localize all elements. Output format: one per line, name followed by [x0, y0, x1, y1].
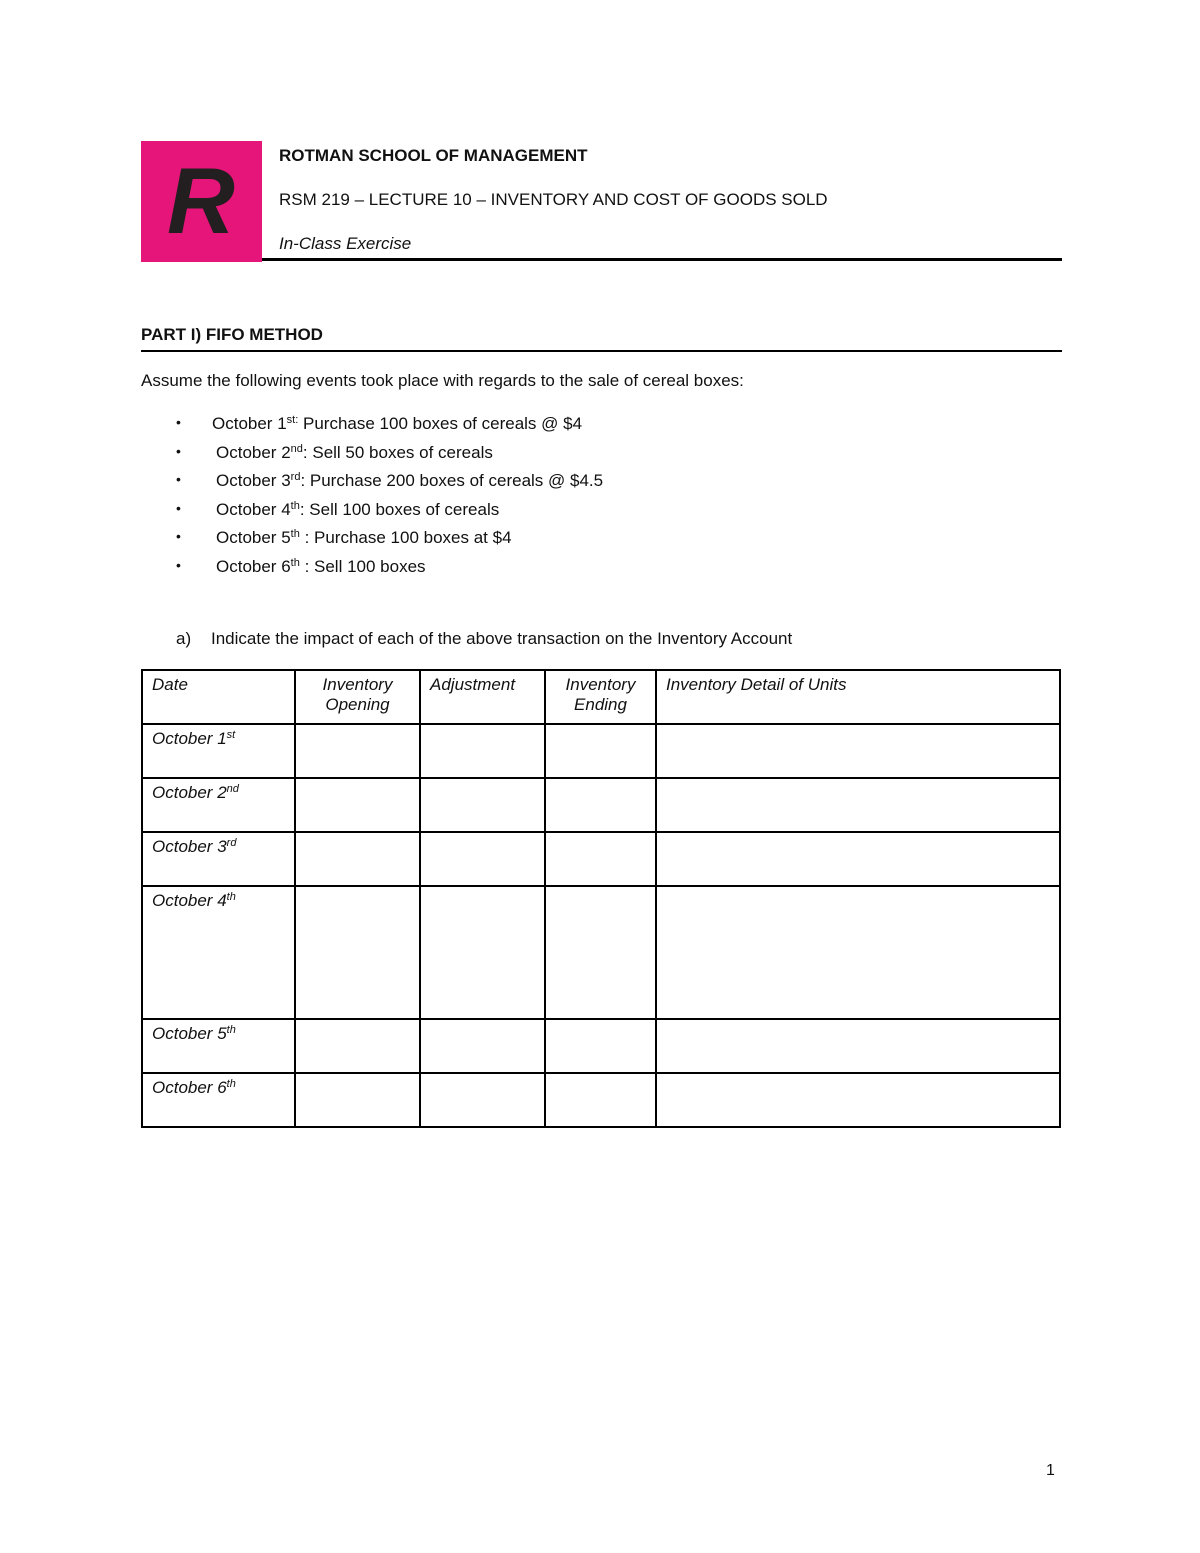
col-header-date: Date: [142, 670, 295, 724]
event-suffix: nd: [290, 442, 303, 455]
event-suffix: th: [290, 499, 300, 512]
event-day: October 5: [216, 528, 291, 548]
exercise-type: In-Class Exercise: [279, 234, 412, 253]
event-suffix: th: [290, 556, 300, 569]
col-header-detail: Inventory Detail of Units: [656, 670, 1060, 724]
event-text: Purchase 100 boxes of cereals @ $4: [298, 414, 583, 433]
school-name: ROTMAN SCHOOL OF MANAGEMENT: [279, 146, 588, 165]
ending-cell[interactable]: [545, 778, 656, 832]
r-logo-icon: [141, 141, 262, 262]
logo-letter: R: [167, 148, 235, 253]
bullet-icon: •: [176, 499, 181, 516]
adjustment-cell[interactable]: [420, 832, 545, 886]
table-row: [142, 886, 1060, 1019]
date-cell: October 5th: [142, 1019, 295, 1073]
col-header-ending: Inventory Ending: [545, 670, 656, 724]
adjustment-cell[interactable]: [420, 1073, 545, 1127]
event-day: October 4: [216, 499, 291, 519]
detail-cell[interactable]: [656, 832, 1060, 886]
col-header-opening: Inventory Opening: [295, 670, 420, 724]
event-text: : Sell 100 boxes of cereals: [299, 499, 500, 519]
event-day: October 2: [216, 442, 291, 462]
detail-cell[interactable]: [656, 1019, 1060, 1073]
opening-cell[interactable]: [295, 886, 420, 1019]
date-cell: October 1st: [142, 724, 295, 778]
page-number: 1: [1046, 1462, 1055, 1479]
adjustment-cell[interactable]: [420, 1019, 545, 1073]
table-row: [142, 1073, 1060, 1127]
opening-cell[interactable]: [295, 1073, 420, 1127]
event-day: October 1: [212, 414, 287, 433]
table-header-row: [142, 670, 1060, 724]
table-row: [142, 1019, 1060, 1073]
date-cell: October 6th: [142, 1073, 295, 1127]
lecture-title: RSM 219 – LECTURE 10 – INVENTORY AND COST OF GOODS SOLD: [279, 190, 828, 209]
opening-cell[interactable]: [295, 778, 420, 832]
detail-cell[interactable]: [656, 778, 1060, 832]
opening-cell[interactable]: [295, 1019, 420, 1073]
adjustment-cell[interactable]: [420, 778, 545, 832]
question-text: Indicate the impact of each of the above transaction on the Inventory Account: [211, 629, 793, 648]
opening-cell[interactable]: [295, 724, 420, 778]
bullet-icon: •: [176, 528, 181, 545]
ending-cell[interactable]: [545, 1019, 656, 1073]
event-text: : Purchase 100 boxes at $4: [299, 528, 512, 548]
adjustment-cell[interactable]: [420, 724, 545, 778]
opening-cell[interactable]: [295, 832, 420, 886]
header-rule: [262, 258, 1062, 261]
question-label: a): [176, 629, 192, 648]
event-text: : Purchase 200 boxes of cereals @ $4.5: [300, 471, 604, 491]
date-cell: October 3rd: [142, 832, 295, 886]
inventory-table: [141, 669, 1061, 1128]
event-suffix: st:: [286, 414, 299, 426]
ending-cell[interactable]: [545, 832, 656, 886]
ending-cell[interactable]: [545, 1073, 656, 1127]
ending-cell[interactable]: [545, 724, 656, 778]
bullet-icon: •: [176, 471, 181, 488]
col-header-adjustment: Adjustment: [420, 670, 545, 724]
date-cell: October 2nd: [142, 778, 295, 832]
detail-cell[interactable]: [656, 886, 1060, 1019]
part-rule: [141, 350, 1062, 352]
rotman-logo: [141, 141, 262, 262]
table-row: [142, 832, 1060, 886]
event-day: October 6: [216, 556, 291, 576]
event-suffix: rd: [290, 471, 301, 484]
table-row: [142, 724, 1060, 778]
ending-cell[interactable]: [545, 886, 656, 1019]
bullet-icon: •: [176, 414, 181, 430]
bullet-icon: •: [176, 556, 181, 573]
bullet-icon: •: [176, 442, 181, 459]
date-cell: October 4th: [142, 886, 295, 1019]
event-text: : Sell 100 boxes: [299, 556, 426, 576]
event-day: October 3: [216, 471, 291, 491]
event-suffix: th: [290, 528, 300, 541]
part-title: PART I) FIFO METHOD: [141, 325, 323, 344]
intro-text: Assume the following events took place with regards to the sale of cereal boxes:: [141, 371, 744, 390]
event-text: : Sell 50 boxes of cereals: [302, 442, 493, 462]
table-row: [142, 778, 1060, 832]
adjustment-cell[interactable]: [420, 886, 545, 1019]
detail-cell[interactable]: [656, 1073, 1060, 1127]
detail-cell[interactable]: [656, 724, 1060, 778]
